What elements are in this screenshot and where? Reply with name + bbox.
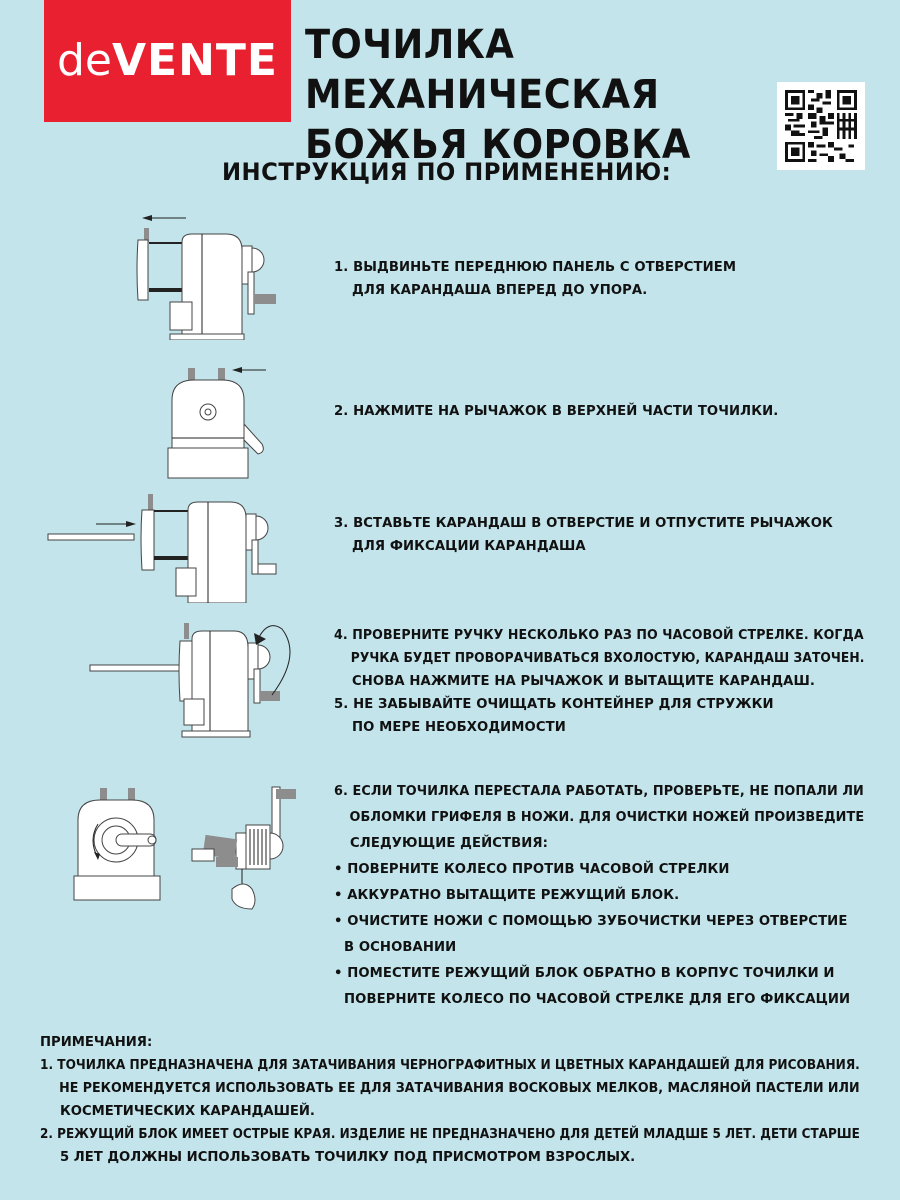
brand-logo	[44, 0, 291, 122]
notes-heading: ПРИМЕЧАНИЯ:	[40, 1035, 153, 1050]
bullet-3-line-2: В ОСНОВАНИИ	[344, 940, 457, 955]
step-6-bullets	[334, 857, 880, 1013]
step-4	[334, 624, 900, 693]
step-6-line-2: ОБЛОМКИ ГРИФЕЛЯ В НОЖИ. ДЛЯ ОЧИСТКИ НОЖЕЙ ПРОИЗВЕДИТЕ	[349, 810, 865, 825]
arrowhead-icon	[142, 215, 152, 221]
qr-code-icon	[777, 82, 865, 170]
illustration-step-1	[130, 210, 280, 340]
illustration-step-2	[158, 360, 278, 485]
step-5	[334, 693, 774, 739]
bullet-1: • ПОВЕРНИТЕ КОЛЕСО ПРОТИВ ЧАСОВОЙ СТРЕЛКИ	[334, 862, 730, 877]
step-5-line-2: ПО МЕРЕ НЕОБХОДИМОСТИ	[352, 720, 566, 735]
step-1	[334, 256, 736, 302]
step-6-line-3: СЛЕДУЮЩИЕ ДЕЙСТВИЯ:	[350, 836, 549, 851]
logo-prefix: de	[56, 35, 112, 86]
step-4-line-2: РУЧКА БУДЕТ ПРОВОРАЧИВАТЬСЯ ВХОЛОСТУЮ, КАРАНДАШ ЗАТОЧЕН.	[350, 651, 865, 666]
illustration-step-6-wheel	[70, 788, 170, 908]
brand-logo-text	[56, 35, 278, 86]
step-2	[334, 400, 778, 423]
step-1-line-2: ДЛЯ КАРАНДАША ВПЕРЕД ДО УПОРА.	[352, 283, 648, 298]
note-2-line-1: 2. РЕЖУЩИЙ БЛОК ИМЕЕТ ОСТРЫЕ КРАЯ. ИЗДЕЛИЕ НЕ ПРЕДНАЗНАЧЕНО ДЛЯ ДЕТЕЙ МЛАДШЕ 5 ЛЕТ. ДЕТИ СТАРШЕ	[40, 1127, 860, 1142]
bullet-2: • АККУРАТНО ВЫТАЩИТЕ РЕЖУЩИЙ БЛОК.	[334, 888, 680, 903]
illustration-step-4	[88, 615, 298, 740]
bullet-4-line-2: ПОВЕРНИТЕ КОЛЕСО ПО ЧАСОВОЙ СТРЕЛКЕ ДЛЯ ЕГО ФИКСАЦИИ	[344, 992, 851, 1007]
pencil	[90, 665, 186, 671]
note-1-line-3: КОСМЕТИЧЕСКИХ КАРАНДАШЕЙ.	[60, 1104, 315, 1119]
step-2-line-1: 2. НАЖМИТЕ НА РЫЧАЖОК В ВЕРХНЕЙ ЧАСТИ ТОЧИЛКИ.	[334, 404, 779, 419]
product-title-line1: ТОЧИЛКА МЕХАНИЧЕСКАЯ	[305, 22, 660, 118]
illustration-step-3	[44, 488, 284, 603]
step-5-line-1: 5. НЕ ЗАБЫВАЙТЕ ОЧИЩАТЬ КОНТЕЙНЕР ДЛЯ СТРУЖКИ	[334, 697, 774, 712]
instructions-heading: ИНСТРУКЦИЯ ПО ПРИМЕНЕНИЮ:	[222, 158, 672, 186]
pencil	[48, 534, 134, 540]
bullet-4-line-1: • ПОМЕСТИТЕ РЕЖУЩИЙ БЛОК ОБРАТНО В КОРПУС ТОЧИЛКИ И	[334, 966, 835, 981]
product-title	[305, 20, 848, 170]
logo-main: VENTE	[111, 35, 278, 86]
step-6-line-1: 6. ЕСЛИ ТОЧИЛКА ПЕРЕСТАЛА РАБОТАТЬ, ПРОВЕРЬТЕ, НЕ ПОПАЛИ ЛИ	[334, 784, 864, 799]
hand-icon	[232, 884, 255, 909]
product-title-line2: БОЖЬЯ КОРОВКА	[305, 122, 691, 168]
step-3-line-1: 3. ВСТАВЬТЕ КАРАНДАШ В ОТВЕРСТИЕ И ОТПУСТИТЕ РЫЧАЖОК	[334, 516, 833, 531]
note-2-line-2: 5 ЛЕТ ДОЛЖНЫ ИСПОЛЬЗОВАТЬ ТОЧИЛКУ ПОД ПРИСМОТРОМ ВЗРОСЛЫХ.	[60, 1150, 636, 1165]
notes-section	[40, 1031, 900, 1169]
step-4-line-3: СНОВА НАЖМИТЕ НА РЫЧАЖОК И ВЫТАЩИТЕ КАРАНДАШ.	[352, 674, 815, 689]
bullet-3-line-1: • ОЧИСТИТЕ НОЖИ С ПОМОЩЬЮ ЗУБОЧИСТКИ ЧЕРЕЗ ОТВЕРСТИЕ	[334, 914, 848, 929]
step-3	[334, 512, 833, 558]
illustration-step-6-cutter	[186, 785, 296, 910]
step-4-line-1: 4. ПРОВЕРНИТЕ РУЧКУ НЕСКОЛЬКО РАЗ ПО ЧАСОВОЙ СТРЕЛКЕ. КОГДА	[334, 628, 864, 643]
step-1-line-1: 1. ВЫДВИНЬТЕ ПЕРЕДНЮЮ ПАНЕЛЬ С ОТВЕРСТИЕМ	[334, 260, 737, 275]
step-3-line-2: ДЛЯ ФИКСАЦИИ КАРАНДАША	[352, 539, 586, 554]
note-1-line-1: 1. ТОЧИЛКА ПРЕДНАЗНАЧЕНА ДЛЯ ЗАТАЧИВАНИЯ ЧЕРНОГРАФИТНЫХ И ЦВЕТНЫХ КАРАНДАШЕЙ ДЛЯ РИСОВАНИЯ.	[40, 1058, 860, 1073]
step-6	[334, 779, 880, 1013]
note-1-line-2: НЕ РЕКОМЕНДУЕТСЯ ИСПОЛЬЗОВАТЬ ЕЕ ДЛЯ ЗАТАЧИВАНИЯ ВОСКОВЫХ МЕЛКОВ, МАСЛЯНОЙ ПАСТЕЛИ ИЛИ	[59, 1081, 860, 1096]
